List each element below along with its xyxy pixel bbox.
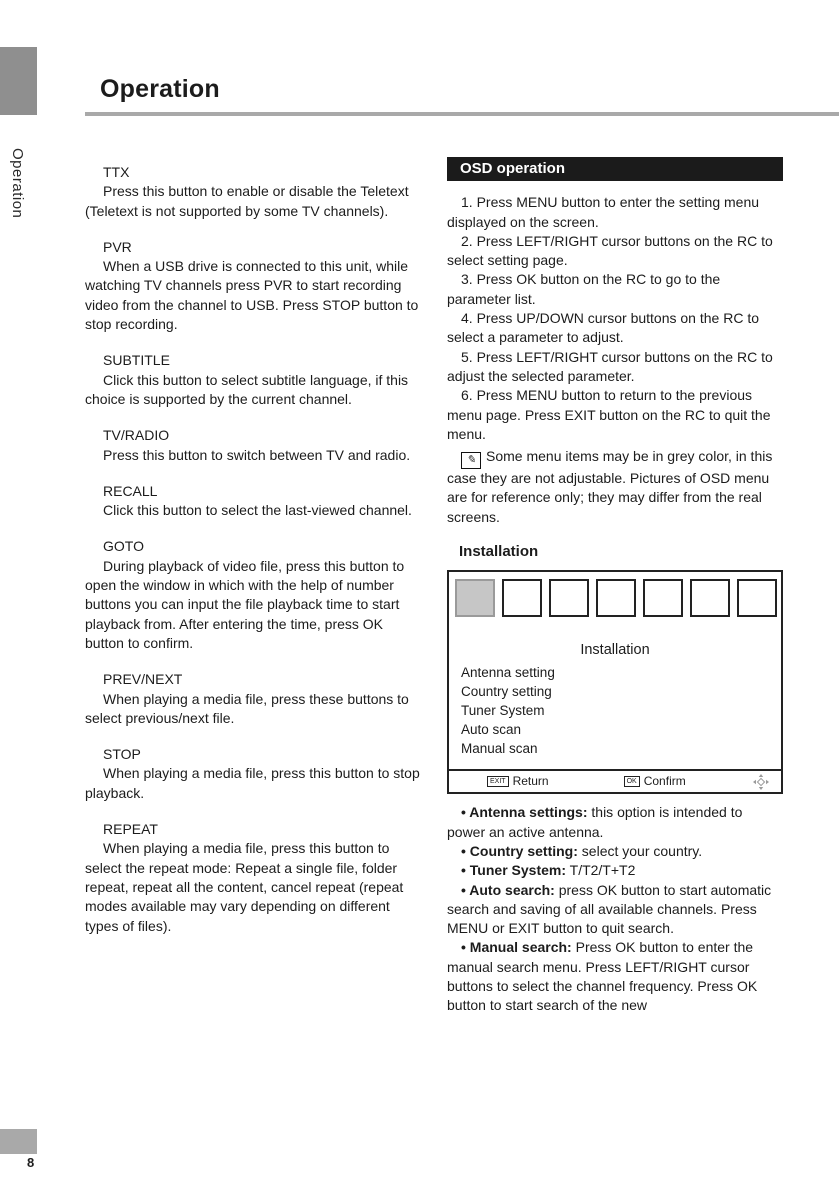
note-paragraph [447,447,783,527]
osd-menu-item: Antenna setting [461,664,555,680]
osd-step: 5. Press LEFT/RIGHT cursor buttons on the RC to adjust the selected parameter. [447,348,773,384]
bullet-desc: T/T2/T+T2 [566,862,636,879]
bullet-desc: select your country. [577,842,703,859]
section-body: Click this button to select subtitle language, if this choice is supported by the current channel. [85,371,409,407]
page-title: Operation [100,74,220,103]
settings-bullets [447,803,783,1015]
section-heading: PVR [103,238,132,255]
osd-screen-title: Installation [580,642,650,659]
osd-menu-item: Tuner System [461,702,545,718]
ok-hint [624,772,686,791]
bullet-desc: Press OK button to enter the manual search menu. Press LEFT/RIGHT cursor buttons to select the channel frequency. Press OK button to start search of the new [447,939,758,1014]
bullet-manual-search [447,938,783,1015]
section-repeat [85,820,422,936]
section-body: During playback of video file, press this button to open the window in which with the help of number buttons you can input the file playback time to start playback from. After entering the time, press OK button to confirm. [85,557,405,651]
section-pvr [85,238,422,334]
bullet-term: • Tuner System: [461,862,566,879]
osd-step: 3. Press OK button on the RC to go to the parameter list. [447,271,721,307]
chapter-tab-top [0,47,37,115]
section-heading: PREV/NEXT [103,671,183,688]
bullet-auto-search [447,881,783,939]
page-number: 8 [27,1155,35,1170]
section-stop [85,745,422,803]
bullet-term: • Manual search: [461,939,572,956]
bullet-term: • Antenna settings: [461,804,588,821]
left-column [85,163,422,953]
section-body: When a USB drive is connected to this unit, while watching TV channels press PVR to start recording video from the channel to USB. Press STOP button to stop recording. [85,258,419,333]
osd-tab-icon [643,579,683,617]
osd-step: 4. Press UP/DOWN cursor buttons on the RC to select a parameter to adjust. [447,310,759,346]
section-heading: GOTO [103,538,144,555]
title-rule [85,112,839,116]
exit-key-icon: EXIT [487,776,509,787]
exit-hint-label: Return [512,774,549,789]
section-body: When playing a media file, press these buttons to select previous/next file. [85,690,409,726]
chapter-side-label: Operation [9,148,26,219]
section-heading: RECALL [103,482,158,499]
section-body: When playing a media file, press this button to stop playback. [85,765,420,801]
bullet-term: • Auto search: [461,881,555,898]
exit-hint [487,772,549,791]
osd-menu-item: Manual scan [461,740,538,756]
section-body: Press this button to enable or disable the Teletext (Teletext is not supported by some TV channels). [85,183,409,219]
section-heading: TV/RADIO [103,427,170,444]
osd-tab-installation-icon [455,579,495,617]
section-body: Press this button to switch between TV and radio. [103,446,411,463]
section-tv-radio [85,426,422,465]
osd-step: 1. Press MENU button to enter the setting menu displayed on the screen. [447,194,760,230]
bullet-tuner-system [447,861,783,880]
osd-tab-icon [549,579,589,617]
osd-tab-row [449,572,781,617]
osd-menu-item: Auto scan [461,721,522,737]
osd-step: 6. Press MENU button to return to the previous menu page. Press EXIT button on the RC to quit the menu. [447,387,771,442]
navigation-pad-icon [753,774,769,790]
bullet-term: • Country setting: [461,842,578,859]
osd-hint-bar [449,769,781,792]
section-subtitle [85,351,422,409]
osd-tab-icon [502,579,542,617]
section-goto [85,537,422,653]
section-body: When playing a media file, press this button to select the repeat mode: Repeat a single file, folder repeat, repeat all the content, cancel repeat (repeat modes available may vary depending on different types of files). [85,840,404,934]
right-column [447,157,783,1016]
section-heading: STOP [103,746,141,763]
osd-step: 2. Press LEFT/RIGHT cursor buttons on the RC to select setting page. [447,232,773,269]
section-recall [85,482,422,521]
note-pencil-icon: ✎ [461,452,481,469]
section-prev-next [85,670,422,728]
installation-heading: Installation [459,543,539,561]
osd-menu-items [461,663,781,758]
bullet-country-setting [447,842,783,861]
osd-tab-icon [737,579,777,617]
note-text: Some menu items may be in grey color, in this case they are not adjustable. Pictures of OSD menu are for reference only; they may differ from the real screens. [447,448,773,525]
section-heading: TTX [103,164,130,180]
section-body: Click this button to select the last-viewed channel. [103,502,412,519]
section-heading: SUBTITLE [103,352,170,369]
section-heading: REPEAT [103,821,158,838]
bullet-antenna-settings [447,803,783,842]
osd-tab-icon [690,579,730,617]
osd-tab-icon [596,579,636,617]
osd-menu-screenshot [447,570,783,794]
ok-key-icon: OK [624,776,640,787]
ok-hint-label: Confirm [643,774,686,789]
osd-menu-item: Country setting [461,683,552,699]
bullet-desc: this option is intended to power an active antenna. [447,804,743,840]
bullet-desc: press OK button to start automatic search and saving of all available channels. Press MENU or EXIT button to quit search. [447,881,772,937]
osd-operation-header: OSD operation [447,157,783,181]
chapter-tab-bottom [0,1129,37,1154]
section-ttx [85,163,422,221]
